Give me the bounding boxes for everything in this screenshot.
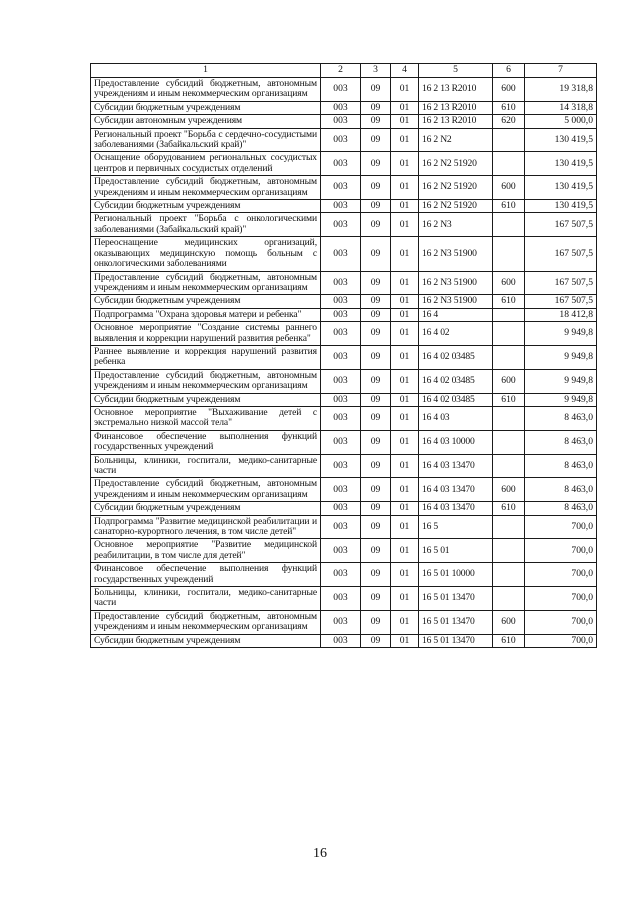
row-name-cell: Предоставление субсидий бюджетным, автономным учреждениям и иным некоммерческим организациям xyxy=(91,271,321,295)
section-code-cell: 09 xyxy=(361,345,391,369)
expense-type-cell: 600 xyxy=(493,610,525,634)
section-code-cell: 09 xyxy=(361,406,391,430)
column-header: 3 xyxy=(361,64,391,78)
section-code-cell: 09 xyxy=(361,454,391,478)
row-name-cell: Основное мероприятие "Создание системы раннего выявления и коррекции нарушений развития ребенка" xyxy=(91,322,321,346)
amount-cell: 700,0 xyxy=(525,563,597,587)
ministry-code-cell: 003 xyxy=(321,176,361,200)
table-row xyxy=(91,176,597,200)
row-name-cell: Предоставление субсидий бюджетным, автономным учреждениям и иным некоммерческим организациям xyxy=(91,610,321,634)
section-code-cell: 09 xyxy=(361,430,391,454)
column-header: 7 xyxy=(525,64,597,78)
ministry-code-cell: 003 xyxy=(321,200,361,213)
table-row xyxy=(91,78,597,102)
expense-type-cell: 610 xyxy=(493,295,525,308)
amount-cell: 8 463,0 xyxy=(525,454,597,478)
table-row xyxy=(91,406,597,430)
subsection-code-cell: 01 xyxy=(391,587,419,611)
ministry-code-cell: 003 xyxy=(321,634,361,647)
ministry-code-cell: 003 xyxy=(321,454,361,478)
section-code-cell: 09 xyxy=(361,152,391,176)
section-code-cell: 09 xyxy=(361,308,391,321)
section-code-cell: 09 xyxy=(361,369,391,393)
expense-type-cell xyxy=(493,515,525,539)
subsection-code-cell: 01 xyxy=(391,610,419,634)
row-name-cell: Больницы, клиники, госпитали, медико-санитарные части xyxy=(91,454,321,478)
row-name-cell: Предоставление субсидий бюджетным, автономным учреждениям и иным некоммерческим организациям xyxy=(91,369,321,393)
header-row xyxy=(91,64,597,78)
subsection-code-cell: 01 xyxy=(391,634,419,647)
section-code-cell: 09 xyxy=(361,393,391,406)
subsection-code-cell: 01 xyxy=(391,78,419,102)
ministry-code-cell: 003 xyxy=(321,152,361,176)
expense-type-cell: 610 xyxy=(493,200,525,213)
table-row xyxy=(91,369,597,393)
ministry-code-cell: 003 xyxy=(321,406,361,430)
column-header: 6 xyxy=(493,64,525,78)
ministry-code-cell: 003 xyxy=(321,128,361,152)
expense-type-cell xyxy=(493,322,525,346)
table-row xyxy=(91,345,597,369)
target-article-cell: 16 4 02 03485 xyxy=(419,393,493,406)
subsection-code-cell: 01 xyxy=(391,295,419,308)
amount-cell: 9 949,8 xyxy=(525,393,597,406)
row-name-cell: Региональный проект "Борьба с онкологическими заболеваниями (Забайкальский край)" xyxy=(91,213,321,237)
ministry-code-cell: 003 xyxy=(321,610,361,634)
table-row xyxy=(91,610,597,634)
row-name-cell: Предоставление субсидий бюджетным, автономным учреждениям и иным некоммерческим организациям xyxy=(91,176,321,200)
target-article-cell: 16 4 xyxy=(419,308,493,321)
ministry-code-cell: 003 xyxy=(321,271,361,295)
section-code-cell: 09 xyxy=(361,78,391,102)
row-name-cell: Субсидии бюджетным учреждениям xyxy=(91,101,321,114)
target-article-cell: 16 4 02 xyxy=(419,322,493,346)
ministry-code-cell: 003 xyxy=(321,515,361,539)
amount-cell: 14 318,8 xyxy=(525,101,597,114)
row-name-cell: Больницы, клиники, госпитали, медико-санитарные части xyxy=(91,587,321,611)
column-header: 4 xyxy=(391,64,419,78)
target-article-cell: 16 5 xyxy=(419,515,493,539)
section-code-cell: 09 xyxy=(361,502,391,515)
row-name-cell: Основное мероприятие "Развитие медицинской реабилитации, в том числе для детей" xyxy=(91,539,321,563)
amount-cell: 18 412,8 xyxy=(525,308,597,321)
table-row xyxy=(91,271,597,295)
subsection-code-cell: 01 xyxy=(391,176,419,200)
subsection-code-cell: 01 xyxy=(391,115,419,128)
page-number: 16 xyxy=(313,846,327,861)
ministry-code-cell: 003 xyxy=(321,478,361,502)
expense-type-cell xyxy=(493,430,525,454)
target-article-cell: 16 2 N3 51900 xyxy=(419,271,493,295)
table-row xyxy=(91,101,597,114)
ministry-code-cell: 003 xyxy=(321,502,361,515)
expense-type-cell: 600 xyxy=(493,78,525,102)
section-code-cell: 09 xyxy=(361,115,391,128)
ministry-code-cell: 003 xyxy=(321,237,361,271)
ministry-code-cell: 003 xyxy=(321,101,361,114)
expense-type-cell xyxy=(493,406,525,430)
subsection-code-cell: 01 xyxy=(391,563,419,587)
subsection-code-cell: 01 xyxy=(391,213,419,237)
amount-cell: 9 949,8 xyxy=(525,322,597,346)
table-row xyxy=(91,213,597,237)
column-header: 2 xyxy=(321,64,361,78)
target-article-cell: 16 2 N3 51900 xyxy=(419,237,493,271)
target-article-cell: 16 5 01 13470 xyxy=(419,610,493,634)
amount-cell: 167 507,5 xyxy=(525,271,597,295)
section-code-cell: 09 xyxy=(361,610,391,634)
amount-cell: 700,0 xyxy=(525,587,597,611)
ministry-code-cell: 003 xyxy=(321,308,361,321)
section-code-cell: 09 xyxy=(361,271,391,295)
subsection-code-cell: 01 xyxy=(391,393,419,406)
table-row xyxy=(91,308,597,321)
section-code-cell: 09 xyxy=(361,478,391,502)
expense-type-cell xyxy=(493,308,525,321)
expense-type-cell xyxy=(493,587,525,611)
expense-type-cell xyxy=(493,454,525,478)
table-row xyxy=(91,295,597,308)
row-name-cell: Субсидии бюджетным учреждениям xyxy=(91,200,321,213)
expense-type-cell xyxy=(493,539,525,563)
amount-cell: 8 463,0 xyxy=(525,502,597,515)
target-article-cell: 16 4 02 03485 xyxy=(419,369,493,393)
ministry-code-cell: 003 xyxy=(321,587,361,611)
table-row xyxy=(91,430,597,454)
subsection-code-cell: 01 xyxy=(391,322,419,346)
table-row xyxy=(91,200,597,213)
amount-cell: 130 419,5 xyxy=(525,152,597,176)
table-row xyxy=(91,478,597,502)
target-article-cell: 16 5 01 13470 xyxy=(419,587,493,611)
amount-cell: 130 419,5 xyxy=(525,128,597,152)
expense-type-cell: 610 xyxy=(493,634,525,647)
subsection-code-cell: 01 xyxy=(391,502,419,515)
section-code-cell: 09 xyxy=(361,176,391,200)
section-code-cell: 09 xyxy=(361,322,391,346)
expense-type-cell: 600 xyxy=(493,271,525,295)
amount-cell: 8 463,0 xyxy=(525,430,597,454)
expense-type-cell: 600 xyxy=(493,369,525,393)
subsection-code-cell: 01 xyxy=(391,345,419,369)
expense-type-cell: 620 xyxy=(493,115,525,128)
expense-type-cell: 610 xyxy=(493,101,525,114)
target-article-cell: 16 4 02 03485 xyxy=(419,345,493,369)
amount-cell: 130 419,5 xyxy=(525,200,597,213)
section-code-cell: 09 xyxy=(361,295,391,308)
target-article-cell: 16 2 N3 51900 xyxy=(419,295,493,308)
table-row xyxy=(91,128,597,152)
row-name-cell: Предоставление субсидий бюджетным, автономным учреждениям и иным некоммерческим организациям xyxy=(91,78,321,102)
target-article-cell: 16 4 03 xyxy=(419,406,493,430)
table-row xyxy=(91,563,597,587)
target-article-cell: 16 2 N3 xyxy=(419,213,493,237)
amount-cell: 130 419,5 xyxy=(525,176,597,200)
subsection-code-cell: 01 xyxy=(391,369,419,393)
column-header: 5 xyxy=(419,64,493,78)
row-name-cell: Субсидии бюджетным учреждениям xyxy=(91,295,321,308)
expense-type-cell xyxy=(493,152,525,176)
table-row xyxy=(91,539,597,563)
expense-type-cell: 610 xyxy=(493,502,525,515)
section-code-cell: 09 xyxy=(361,634,391,647)
subsection-code-cell: 01 xyxy=(391,271,419,295)
target-article-cell: 16 2 N2 51920 xyxy=(419,176,493,200)
row-name-cell: Подпрограмма "Развитие медицинской реабилитации и санаторно-курортного лечения, в том числе детей" xyxy=(91,515,321,539)
row-name-cell: Подпрограмма "Охрана здоровья матери и ребенка" xyxy=(91,308,321,321)
amount-cell: 8 463,0 xyxy=(525,478,597,502)
table-row xyxy=(91,502,597,515)
expense-type-cell xyxy=(493,563,525,587)
target-article-cell: 16 4 03 13470 xyxy=(419,454,493,478)
amount-cell: 700,0 xyxy=(525,539,597,563)
subsection-code-cell: 01 xyxy=(391,152,419,176)
expense-type-cell: 600 xyxy=(493,478,525,502)
budget-table xyxy=(90,63,597,648)
table-row xyxy=(91,634,597,647)
ministry-code-cell: 003 xyxy=(321,322,361,346)
section-code-cell: 09 xyxy=(361,237,391,271)
target-article-cell: 16 2 N2 xyxy=(419,128,493,152)
subsection-code-cell: 01 xyxy=(391,308,419,321)
subsection-code-cell: 01 xyxy=(391,101,419,114)
row-name-cell: Предоставление субсидий бюджетным, автономным учреждениям и иным некоммерческим организациям xyxy=(91,478,321,502)
amount-cell: 700,0 xyxy=(525,515,597,539)
subsection-code-cell: 01 xyxy=(391,430,419,454)
target-article-cell: 16 2 13 R2010 xyxy=(419,115,493,128)
ministry-code-cell: 003 xyxy=(321,369,361,393)
subsection-code-cell: 01 xyxy=(391,454,419,478)
table-row xyxy=(91,515,597,539)
ministry-code-cell: 003 xyxy=(321,393,361,406)
row-name-cell: Субсидии бюджетным учреждениям xyxy=(91,502,321,515)
section-code-cell: 09 xyxy=(361,563,391,587)
target-article-cell: 16 2 N2 51920 xyxy=(419,200,493,213)
ministry-code-cell: 003 xyxy=(321,345,361,369)
ministry-code-cell: 003 xyxy=(321,115,361,128)
table-row xyxy=(91,454,597,478)
ministry-code-cell: 003 xyxy=(321,213,361,237)
row-name-cell: Основное мероприятие "Выхаживание детей с экстремально низкой массой тела" xyxy=(91,406,321,430)
amount-cell: 167 507,5 xyxy=(525,237,597,271)
target-article-cell: 16 2 13 R2010 xyxy=(419,101,493,114)
expense-type-cell xyxy=(493,345,525,369)
table-row xyxy=(91,115,597,128)
amount-cell: 5 000,0 xyxy=(525,115,597,128)
amount-cell: 167 507,5 xyxy=(525,213,597,237)
expense-type-cell xyxy=(493,213,525,237)
ministry-code-cell: 003 xyxy=(321,295,361,308)
table-body xyxy=(91,78,597,648)
target-article-cell: 16 5 01 10000 xyxy=(419,563,493,587)
subsection-code-cell: 01 xyxy=(391,200,419,213)
row-name-cell: Субсидии бюджетным учреждениям xyxy=(91,634,321,647)
section-code-cell: 09 xyxy=(361,587,391,611)
table-row xyxy=(91,322,597,346)
section-code-cell: 09 xyxy=(361,213,391,237)
subsection-code-cell: 01 xyxy=(391,128,419,152)
section-code-cell: 09 xyxy=(361,515,391,539)
expense-type-cell: 600 xyxy=(493,176,525,200)
table-row xyxy=(91,237,597,271)
section-code-cell: 09 xyxy=(361,101,391,114)
section-code-cell: 09 xyxy=(361,128,391,152)
amount-cell: 167 507,5 xyxy=(525,295,597,308)
row-name-cell: Финансовое обеспечение выполнения функций государственных учреждений xyxy=(91,430,321,454)
target-article-cell: 16 4 03 13470 xyxy=(419,502,493,515)
row-name-cell: Субсидии автономным учреждениям xyxy=(91,115,321,128)
row-name-cell: Раннее выявление и коррекция нарушений развития ребенка xyxy=(91,345,321,369)
amount-cell: 8 463,0 xyxy=(525,406,597,430)
ministry-code-cell: 003 xyxy=(321,430,361,454)
ministry-code-cell: 003 xyxy=(321,539,361,563)
expense-type-cell xyxy=(493,237,525,271)
target-article-cell: 16 4 03 13470 xyxy=(419,478,493,502)
target-article-cell: 16 2 13 R2010 xyxy=(419,78,493,102)
ministry-code-cell: 003 xyxy=(321,78,361,102)
expense-type-cell: 610 xyxy=(493,393,525,406)
amount-cell: 19 318,8 xyxy=(525,78,597,102)
subsection-code-cell: 01 xyxy=(391,478,419,502)
target-article-cell: 16 5 01 xyxy=(419,539,493,563)
section-code-cell: 09 xyxy=(361,539,391,563)
amount-cell: 9 949,8 xyxy=(525,369,597,393)
row-name-cell: Переоснащение медицинских организаций, оказывающих медицинскую помощь больным с онкологическими заболеваниями xyxy=(91,237,321,271)
section-code-cell: 09 xyxy=(361,200,391,213)
table-row xyxy=(91,587,597,611)
amount-cell: 9 949,8 xyxy=(525,345,597,369)
amount-cell: 700,0 xyxy=(525,610,597,634)
expense-type-cell xyxy=(493,128,525,152)
target-article-cell: 16 2 N2 51920 xyxy=(419,152,493,176)
subsection-code-cell: 01 xyxy=(391,406,419,430)
subsection-code-cell: 01 xyxy=(391,539,419,563)
row-name-cell: Региональный проект "Борьба с сердечно-сосудистыми заболеваниями (Забайкальский край)" xyxy=(91,128,321,152)
row-name-cell: Субсидии бюджетным учреждениям xyxy=(91,393,321,406)
subsection-code-cell: 01 xyxy=(391,237,419,271)
target-article-cell: 16 5 01 13470 xyxy=(419,634,493,647)
row-name-cell: Оснащение оборудованием региональных сосудистых центров и первичных сосудистых отделений xyxy=(91,152,321,176)
amount-cell: 700,0 xyxy=(525,634,597,647)
table-row xyxy=(91,152,597,176)
subsection-code-cell: 01 xyxy=(391,515,419,539)
table-row xyxy=(91,393,597,406)
column-header: 1 xyxy=(91,64,321,78)
ministry-code-cell: 003 xyxy=(321,563,361,587)
row-name-cell: Финансовое обеспечение выполнения функций государственных учреждений xyxy=(91,563,321,587)
target-article-cell: 16 4 03 10000 xyxy=(419,430,493,454)
